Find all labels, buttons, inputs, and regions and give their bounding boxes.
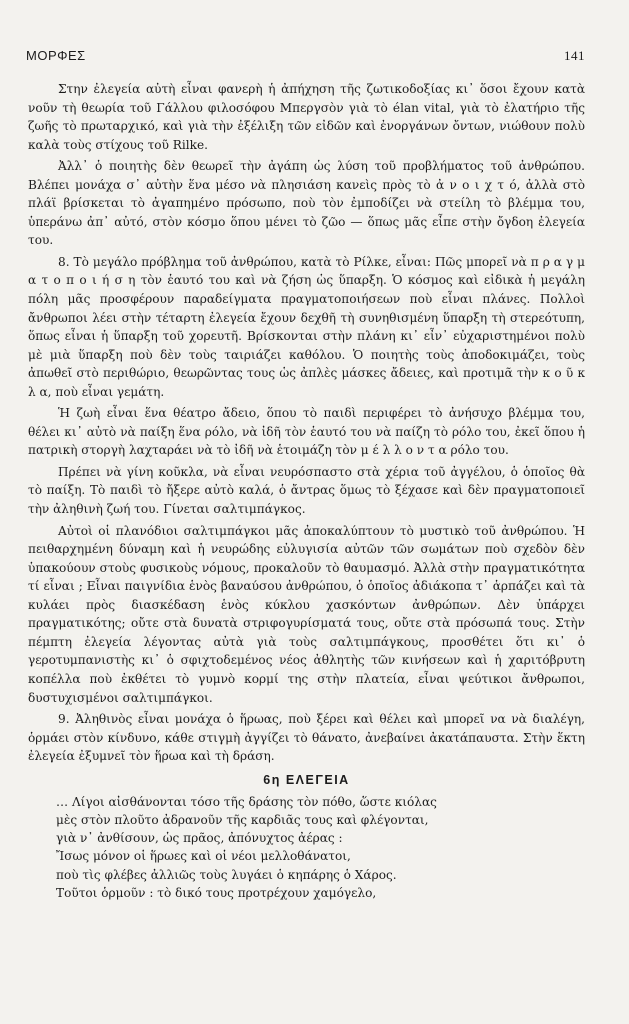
section-heading: 6η ΕΛΕΓΕΙΑ <box>263 772 350 787</box>
paragraph: 9. Ἀληθινὸς εἶναι μονάχα ὁ ἥρωας, ποὺ ξέρει καὶ θέλει καὶ μπορεῖ να νὰ διαλέγη, ὁρμάει στὸν κίνδυνο, κάθε στιγμὴ ἀγγίζει τὸ θάνατο, ἀνεβαίνει ἀκατάπαυστα. Στὴν ἕκτη ἐλεγεία ἐξυμνεῖ τὸν ἥρωα καὶ τὴ δράση. <box>28 712 585 764</box>
paragraph: 8. Τὸ μεγάλο πρόβλημα τοῦ ἀνθρώπου, κατὰ τὸ Ρίλκε, εἶναι: Πῶς μπορεῖ νὰ π ρ α γ μ α τ ο π ο ι ή σ η τὸν ἑαυτό του καὶ νὰ ζήση ὡς ὕπαρξη. Ὁ κόσμος καὶ εἰδικὰ ἡ μεγάλη πόλη μᾶς προσφέρουν παραδείγματα πραγματοποιήσεων ποὺ εἶναι πλάνες. Πολλοὶ ἄνθρωποι λέει στὴν τέταρτη ἐλεγεία ἔχουν δεχθῆ τὴ συνηθισμένη ὕπαρξη τὴ στερεότυπη, ὅπως εἶναι ἡ ὕπαρξη τοῦ χορευτῆ. Βρίσκονται στὴν πλάνη κι᾿ εἶν᾿ εὐχαριστημένοι πολὺ μὲ μιὰ ὕπαρξη ποὺ δὲν τοὺς ταιριάζει καθόλου. Ὁ ποιητὴς τοὺς ἀποδοκιμάζει, τοὺς ἀπωθεῖ στὸ περιθώριο, θεωρῶντας τους ὡς ἀπλὲς μάσκες ἄδειες, καὶ προτιμᾶ τὴν κ ο ῦ κ λ α, ποὺ εἶναι γεμάτη. <box>28 254 585 399</box>
poem-line: Τοῦτοι ὁρμοῦν : τὸ δικό τους προτρέχουν χαμόγελο, <box>56 885 377 900</box>
paragraph: Αὐτοὶ οἱ πλανόδιοι σαλτιμπάγκοι μᾶς ἀποκαλύπτουν τὸ μυστικὸ τοῦ ἀνθρώπου. Ἡ πειθαρχημένη δύναμη καὶ ἡ νευρώδης εὐλυγισία αὐτῶν τῶν σωμάτων ποὺ σχεδὸν δὲν ὑπακούουν στοὺς φυσικοὺς νόμους, προκαλοῦν τὸ θαυμασμό. Ἀλλὰ στὴν πραγματικότητα τί εἶναι ; Εἶναι παιγνίδια ἑνὸς βαναύσου ἀνθρώπου, ὁ ὁποῖος ἀδιάκοπα τ᾿ ἁρπάζει καὶ τὰ κυλάει πρὸς διασκέδαση ἑνὸς κύκλου χασκόντων ἀνθρώπων. Δὲν ὑπάρχει πραγματικότης; οὔτε στὰ δυνατὰ στριφογυρίσματά τους, οὔτε στὰ πρόσωπά τους. Στὴν πέμπτη ἐλεγεία λέγοντας αὐτὰ γιὰ τοὺς σαλτιμπάγκους, προσθέτει ὅτι κι᾿ ὁ γεροτυμπανιστὴς κι᾿ ὁ σφιχτοδεμένος νέος ἀθλητὴς τῶν κινήσεων καὶ ἡ χαριτόβρυτη κοπέλλα ποὺ ἐκθέτει τὸ γυμνὸ κορμί της στὴν πλατεία, εἶναι ψεύτικοι ἄνθρωποι, δυστυχισμένοι σαλτιμπάγκοι. <box>28 523 585 705</box>
running-title: ΜΟΡΦΕΣ <box>26 48 86 63</box>
poem-line: … Λίγοι αἰσθάνονται τόσο τῆς δράσης τὸν πόθο, ὥστε κιόλας <box>56 794 437 809</box>
poem-line: γιὰ ν᾿ ἀνθίσουν, ὡς πρᾶος, ἀπόνυχτος ἀέρας : <box>56 831 343 846</box>
poem-line: ποὺ τὶς φλέβες ἀλλιῶς τοὺς λυγάει ὁ κηπάρης ὁ Χάρος. <box>56 867 397 882</box>
poem-excerpt <box>28 793 585 902</box>
paragraph: Στην ἐλεγεία αὐτὴ εἶναι φανερὴ ἡ ἀπήχηση τῆς ζωτικοδοξίας κι᾿ ὅσοι ἔχουν κατὰ νοῦν τὴ θεωρία τοῦ Γάλλου φιλοσόφου Μπεργσὸν γιὰ τὸ élan vital, γιὰ τὸ ἐλατήριο τῆς ζωῆς τὸ πρωταρχικό, καὶ γιὰ τὴν ἐξέλιξη τῶν εἰδῶν καὶ ἐνοργάνων ὄντων, νιώθουν πολὺ καλὰ τοὺς στίχους τοῦ Rilke. <box>28 82 585 152</box>
poem-line: μὲς στὸν πλοῦτο ἀδρανοῦν τῆς καρδιᾶς τους καὶ φλέγονται, <box>56 812 429 827</box>
poem-line: Ἴσως μόνον οἱ ἥρωες καὶ οἱ νέοι μελλοθάνατοι, <box>56 849 351 864</box>
paragraph: Ἀλλ᾿ ὁ ποιητὴς δὲν θεωρεῖ τὴν ἀγάπη ὡς λύση τοῦ προβλήματος τοῦ ἀνθρώπου. Βλέπει μονάχα σ᾿ αὐτὴν ἕνα μέσο νὰ πλησιάση κανεὶς πρὸς τὸ ἀ ν ο ι χ τ ό, ἀλλὰ στὸ πλάϊ βρίσκεται τὸ ἀγαπημένο πρόσωπο, ποὺ τὸν ἐμποδίζει νὰ στείλη τὸ βλέμμα του, ὑπεράνω ἀπ᾿ αὐτό, στὸν κόσμο ὅπου μένει τὸ ζῶο — ὅπως μᾶς εἶπε στὴν ὄγδοη ἐλεγεία του. <box>28 159 585 248</box>
page-body <box>26 80 585 902</box>
running-header <box>26 48 585 64</box>
paragraph: Πρέπει νὰ γίνη κοῦκλα, νὰ εἶναι νευρόσπαστο στὰ χέρια τοῦ ἀγγέλου, ὁ ὁποῖος θὰ τὸ παίξη. Τὸ παιδὶ τὸ ἤξερε αὐτὸ καλά, ὁ ἄντρας ὅμως τὸ ξέχασε καὶ δὲν πραγματοποιεῖ τὴν ἀληθινὴ ζωή του. Γίνεται σαλτιμπάγκος. <box>28 464 585 517</box>
page-number: 141 <box>564 48 585 63</box>
paragraph: Ἡ ζωὴ εἶναι ἕνα θέατρο ἄδειο, ὅπου τὸ παιδὶ περιφέρει τὸ ἀνήσυχο βλέμμα του, θέλει κι᾿ αὐτὸ νὰ παίξη ἕνα ρόλο, νὰ ἰδῆ τὸν ἑαυτό του νὰ παίζη τὸ ρόλο του, ἐκεῖ ὅπου ἡ πατρικὴ στοργὴ λαχταράει νὰ τὸ ἰδῆ νὰ ἑτοιμάζη τὸν μ έ λ λ ο ν τ α ρόλο του. <box>28 406 585 458</box>
